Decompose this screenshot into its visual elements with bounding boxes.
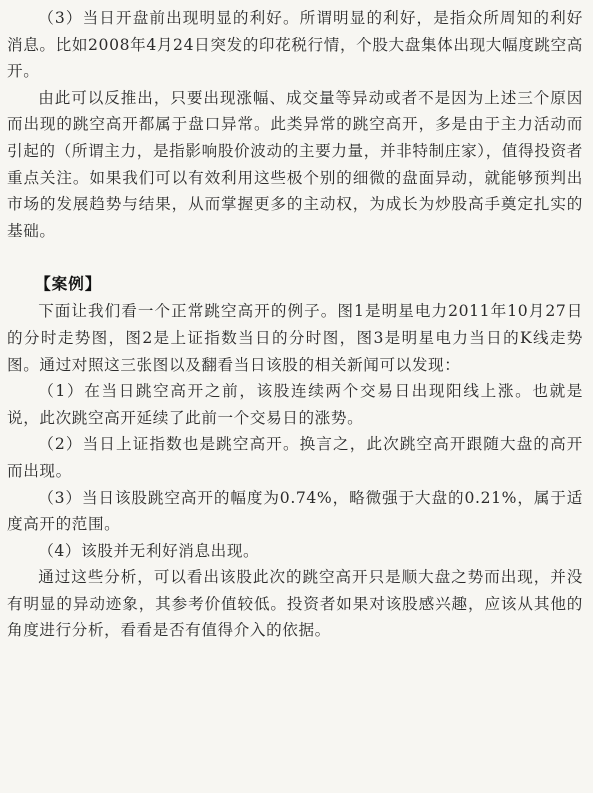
section-gap (7, 244, 583, 270)
paragraph: （2）当日上证指数也是跳空高开。换言之，此次跳空高开跟随大盘的高开而出现。 (7, 435, 583, 480)
paragraph: （3）当日该股跳空高开的幅度为0.74%，略微强于大盘的0.21%，属于适度高开的范围。 (7, 488, 583, 534)
paragraph: （4）该股并无利好消息出现。 (38, 541, 260, 560)
paragraph: （1）在当日跳空高开之前，该股连续两个交易日出现阳线上涨。也就是说，此次跳空高开延续了此前一个交易日的涨势。 (7, 382, 583, 427)
paragraph: 下面让我们看一个正常跳空高开的例子。图1是明星电力2011年10月27日的分时走势图，图2是上证指数当日的分时图，图3是明星电力当日的K线走势图。通过对照这三张图以及翻看当日该股的相关新闻可以发现： (7, 302, 583, 374)
paragraph: 由此可以反推出，只要出现涨幅、成交量等异动或者不是因为上述三个原因而出现的跳空高开都属于盘口异常。此类异常的跳空高开，多是由于主力活动而引起的（所谓主力，是指影响股价波动的主要力量，并非特制庄家），值得投资者重点关注。如果我们可以有效利用这些极个别的细微的盘面异动，就能够预判出市场的发展趋势与结果，从而掌握更多的主动权，为成长为炒股高手奠定扎实的基础。 (7, 88, 583, 240)
paragraph: 通过这些分析，可以看出该股此次的跳空高开只是顺大盘之势而出现，并没有明显的异动迹象，其参考价值较低。投资者如果对该股感兴趣，应该从其他的角度进行分析，看看是否有值得介入的依据。 (7, 568, 583, 640)
paragraph: （3）当日开盘前出现明显的利好。所谓明显的利好，是指众所周知的利好消息。比如2008年4月24日突发的印花税行情，个股大盘集体出现大幅度跳空高开。 (7, 9, 583, 81)
case-heading: 【案例】 (35, 275, 102, 294)
